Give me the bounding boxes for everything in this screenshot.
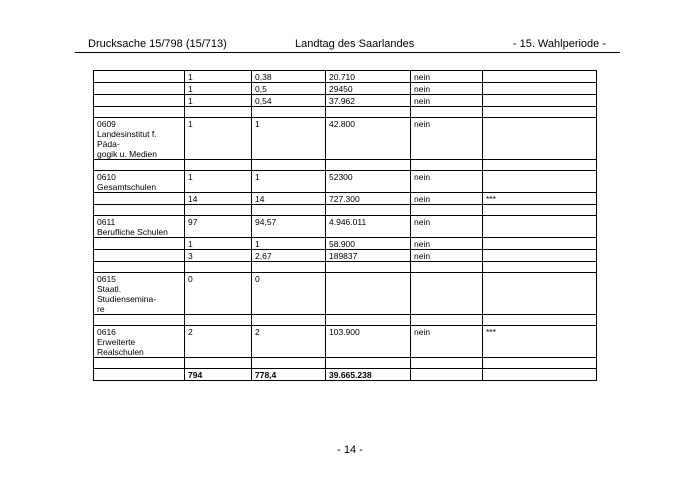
table-cell xyxy=(411,205,483,216)
table-cell xyxy=(483,95,597,107)
table-cell: 189837 xyxy=(326,250,411,262)
table-cell: 2 xyxy=(252,326,326,358)
table-row xyxy=(94,107,597,118)
table-row xyxy=(94,315,597,326)
table-cell xyxy=(94,95,185,107)
table-cell: 727.300 xyxy=(326,193,411,205)
table-cell xyxy=(94,238,185,250)
table-row xyxy=(94,216,597,238)
table-cell xyxy=(252,262,326,273)
table-cell xyxy=(483,250,597,262)
table-cell xyxy=(483,71,597,83)
table-cell xyxy=(185,205,252,216)
table-cell: 1 xyxy=(252,171,326,193)
table-cell: 3 xyxy=(185,250,252,262)
table-row xyxy=(94,95,597,107)
table-cell xyxy=(483,238,597,250)
table-cell xyxy=(411,262,483,273)
table-cell: nein xyxy=(411,193,483,205)
table-cell: 794 xyxy=(185,369,252,381)
table-cell: 58.900 xyxy=(326,238,411,250)
table-cell xyxy=(94,83,185,95)
table-cell xyxy=(483,262,597,273)
table-cell xyxy=(411,358,483,369)
table-cell xyxy=(326,273,411,315)
table-cell: nein xyxy=(411,71,483,83)
table-cell: 1 xyxy=(252,118,326,160)
table-cell xyxy=(326,358,411,369)
table-cell xyxy=(252,315,326,326)
table-cell: 2 xyxy=(185,326,252,358)
table-cell xyxy=(94,250,185,262)
table-cell xyxy=(94,369,185,381)
table-cell: nein xyxy=(411,118,483,160)
table-cell: nein xyxy=(411,216,483,238)
table-cell xyxy=(185,107,252,118)
table-cell: 1 xyxy=(185,71,252,83)
table-row xyxy=(94,205,597,216)
table-cell: 42.800 xyxy=(326,118,411,160)
parliament-name: Landtag des Saarlandes xyxy=(295,38,415,50)
table-cell: 94,57 xyxy=(252,216,326,238)
table-cell xyxy=(483,83,597,95)
table-cell xyxy=(94,71,185,83)
table-cell xyxy=(185,358,252,369)
table-cell xyxy=(326,262,411,273)
table-cell: 0,5 xyxy=(252,83,326,95)
table-row xyxy=(94,326,597,358)
table-cell: *** xyxy=(483,326,597,358)
table-cell xyxy=(411,160,483,171)
table-cell xyxy=(94,358,185,369)
table-cell: 20.710 xyxy=(326,71,411,83)
table-cell: 1 xyxy=(185,95,252,107)
table-row xyxy=(94,358,597,369)
table-row xyxy=(94,273,597,315)
table-cell xyxy=(483,315,597,326)
table-row xyxy=(94,369,597,381)
table-cell: 1 xyxy=(185,171,252,193)
table-cell xyxy=(94,262,185,273)
table-cell: *** xyxy=(483,193,597,205)
table-cell: 14 xyxy=(252,193,326,205)
page-number: - 14 - xyxy=(337,444,363,456)
table-row xyxy=(94,71,597,83)
table-cell xyxy=(252,358,326,369)
table-row xyxy=(94,193,597,205)
table-cell: 0615 Staatl. Studiensemina- re xyxy=(94,273,185,315)
table-cell xyxy=(185,160,252,171)
table-cell xyxy=(185,315,252,326)
table-cell: 1 xyxy=(252,238,326,250)
table-cell xyxy=(483,358,597,369)
table-cell xyxy=(252,107,326,118)
table-row xyxy=(94,118,597,160)
table-cell xyxy=(94,315,185,326)
table-cell xyxy=(326,315,411,326)
table-cell: 1 xyxy=(185,118,252,160)
table-cell: 29450 xyxy=(326,83,411,95)
table-cell: nein xyxy=(411,326,483,358)
table-cell: nein xyxy=(411,238,483,250)
table-row xyxy=(94,238,597,250)
table-cell: 0611 Berufliche Schulen xyxy=(94,216,185,238)
table-row xyxy=(94,262,597,273)
table-cell: 103.900 xyxy=(326,326,411,358)
table-cell xyxy=(411,273,483,315)
table-cell xyxy=(252,160,326,171)
table-cell: 0 xyxy=(185,273,252,315)
table-cell: 2,67 xyxy=(252,250,326,262)
table-cell: 0610 Gesamtschulen xyxy=(94,171,185,193)
table-cell: 39.665.238 xyxy=(326,369,411,381)
table-cell xyxy=(483,216,597,238)
table-cell xyxy=(94,193,185,205)
table-cell xyxy=(411,107,483,118)
page-header xyxy=(75,38,620,53)
table-cell: 1 xyxy=(185,83,252,95)
table-row xyxy=(94,250,597,262)
legislative-period: - 15. Wahlperiode - xyxy=(512,38,606,50)
table-cell: 97 xyxy=(185,216,252,238)
table-cell: 0609 Landesinstitut f. Päda- gogik u. Medien xyxy=(94,118,185,160)
table-cell xyxy=(483,205,597,216)
table-row xyxy=(94,171,597,193)
table-cell: nein xyxy=(411,95,483,107)
table-cell xyxy=(411,369,483,381)
table-cell xyxy=(483,273,597,315)
table-cell: 37.962 xyxy=(326,95,411,107)
table-cell: 14 xyxy=(185,193,252,205)
budget-table xyxy=(93,70,597,381)
table-cell: 4.946.011 xyxy=(326,216,411,238)
table-cell: 1 xyxy=(185,238,252,250)
table-cell xyxy=(94,205,185,216)
table-cell xyxy=(326,160,411,171)
table-cell: 52300 xyxy=(326,171,411,193)
table-row xyxy=(94,160,597,171)
table-cell xyxy=(411,315,483,326)
table-cell xyxy=(483,107,597,118)
table-cell: 0 xyxy=(252,273,326,315)
table-cell xyxy=(483,171,597,193)
table-row xyxy=(94,83,597,95)
table-cell: 0616 Erweiterte Realschulen xyxy=(94,326,185,358)
table-cell: 0,54 xyxy=(252,95,326,107)
table-cell: nein xyxy=(411,171,483,193)
table-cell xyxy=(326,205,411,216)
table-cell: nein xyxy=(411,83,483,95)
table-cell: 778,4 xyxy=(252,369,326,381)
table-cell xyxy=(483,160,597,171)
table-cell xyxy=(326,107,411,118)
table-cell xyxy=(252,205,326,216)
table-cell: nein xyxy=(411,250,483,262)
table-cell xyxy=(94,107,185,118)
table-cell xyxy=(94,160,185,171)
document-number: Drucksache 15/798 (15/713) xyxy=(88,38,227,50)
table-cell xyxy=(483,118,597,160)
table-cell: 0,38 xyxy=(252,71,326,83)
table-cell xyxy=(185,262,252,273)
table-cell xyxy=(483,369,597,381)
